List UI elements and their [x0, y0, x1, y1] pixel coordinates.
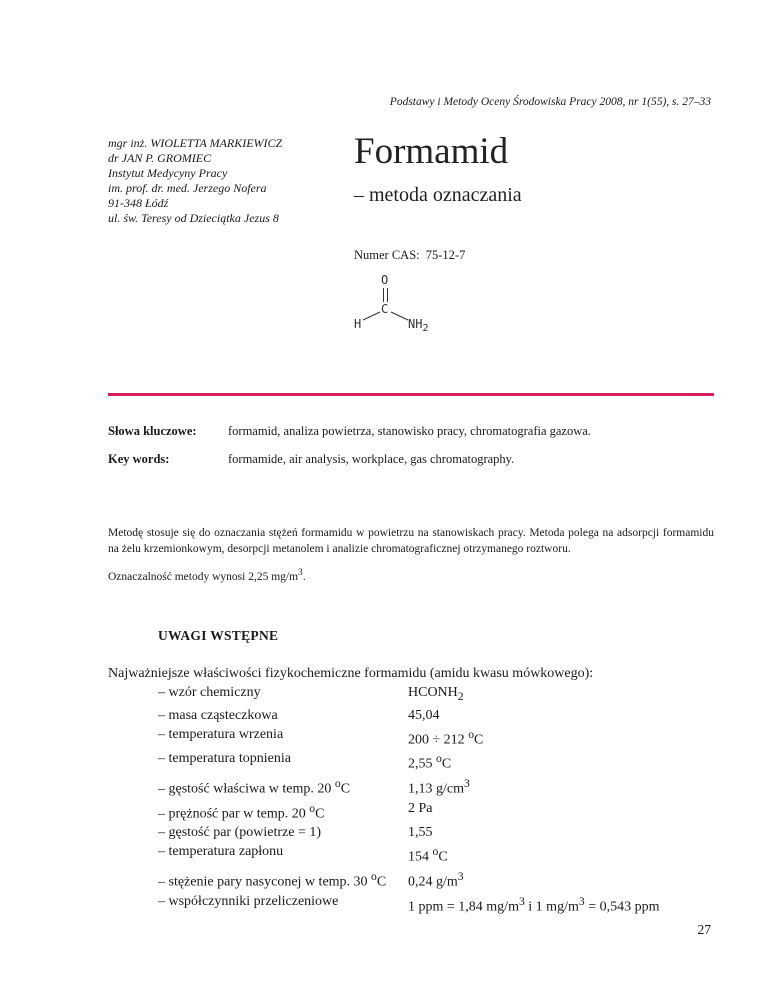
- property-row: [158, 683, 714, 706]
- property-value: [408, 892, 714, 917]
- formula-base: HCONH: [408, 685, 458, 700]
- keywords-row-pl: [108, 424, 591, 439]
- abstract: [108, 525, 714, 585]
- atom-carbon: C: [381, 302, 389, 316]
- detection-end: .: [302, 570, 306, 583]
- bond-c-h: [363, 312, 380, 320]
- abstract-paragraph: Metodę stosuje się do oznaczania stężeń formamidu w powietrzu na stanowiskach pracy. Metoda polega na adsorpcji formamidu na żelu krzemionkowym, desorpcji metanolem i analizie chromatograficznej otrzymanego roztworu.: [108, 527, 714, 555]
- section-divider: [108, 393, 714, 396]
- keywords-block: [108, 424, 591, 480]
- page-number: 27: [697, 922, 711, 937]
- value-text: 1,13 g/cm: [408, 781, 464, 797]
- atom-hydrogen: H: [354, 317, 362, 331]
- property-name: – masa cząsteczkowa: [158, 707, 278, 723]
- keywords-row-en: [108, 452, 591, 467]
- property-row: [158, 725, 714, 750]
- unit-text: C: [441, 757, 452, 773]
- property-row: [158, 823, 714, 842]
- property-name: – gęstość par (powietrze = 1): [158, 825, 322, 841]
- keywords-text-en: formamide, air analysis, workplace, gas chromatography.: [228, 452, 515, 466]
- name-unit: C: [315, 806, 325, 822]
- name-text: – gęstość właściwa w temp. 20: [158, 781, 335, 797]
- property-row: [158, 774, 714, 799]
- property-value: [408, 842, 714, 867]
- property-value: [408, 749, 714, 774]
- property-value: [408, 867, 714, 892]
- name-unit: C: [340, 781, 351, 797]
- value-text: 200 ÷ 212: [408, 732, 469, 748]
- author-line: mgr inż. WIOLETTA MARKIEWICZ: [108, 136, 283, 150]
- property-name: – temperatura zapłonu: [158, 844, 284, 860]
- author-line: dr JAN P. GROMIEC: [108, 151, 212, 165]
- property-row: [158, 892, 714, 917]
- cas-label: Numer CAS:: [354, 248, 420, 262]
- property-name: – temperatura wrzenia: [158, 726, 284, 742]
- exponent-sup: 3: [518, 894, 525, 908]
- detection-sup: 3: [298, 567, 303, 578]
- cas-number: [354, 248, 465, 263]
- conv-text: = 0,543 ppm: [584, 899, 660, 915]
- exponent-sup: 3: [464, 777, 470, 791]
- property-value: 45,04: [408, 707, 440, 723]
- section-heading: UWAGI WSTĘPNE: [158, 628, 279, 643]
- property-row: [158, 749, 714, 774]
- address-line: 91-348 Łódź: [108, 196, 169, 210]
- keywords-label-en: Key words:: [108, 452, 170, 466]
- degree-sup: o: [468, 727, 475, 741]
- property-row: [158, 867, 714, 892]
- unit-text: C: [474, 732, 484, 748]
- amine-symbol: NH: [408, 317, 423, 331]
- detection-text: Oznaczalność metody wynosi 2,25 mg/m: [108, 570, 299, 583]
- property-value: [408, 774, 714, 799]
- keywords-label-pl: Słowa kluczowe:: [108, 424, 197, 438]
- name-unit: C: [376, 874, 387, 890]
- property-value: 1,55: [408, 825, 433, 841]
- property-value: [408, 725, 714, 750]
- author-block: [108, 136, 338, 226]
- property-row: [158, 706, 714, 725]
- property-name: [158, 774, 408, 799]
- properties-list: [158, 683, 714, 916]
- degree-sup: o: [436, 752, 442, 766]
- degree-sup: o: [334, 777, 341, 791]
- value-text: 154: [408, 850, 433, 866]
- properties-intro: Najważniejsze właściwości fizykochemiczne formamidu (amidu kwasu mówkowego):: [108, 666, 594, 681]
- property-value: [408, 683, 714, 706]
- article-title: Formamid: [354, 131, 509, 172]
- unit-text: C: [438, 850, 448, 866]
- property-row: [158, 842, 714, 867]
- name-text: – stężenie pary nasyconej w temp. 30: [158, 874, 372, 890]
- value-text: 0,24 g/m: [408, 874, 458, 890]
- value-text: 2,55: [408, 757, 436, 773]
- property-name: – współczynniki przeliczeniowe: [158, 893, 339, 909]
- address-line: ul. św. Teresy od Dzieciątka Jezus 8: [108, 211, 279, 225]
- formula-sub: 2: [457, 689, 464, 703]
- bond-c-n: [391, 312, 408, 320]
- exponent-sup: 3: [457, 870, 464, 884]
- structural-formula-diagram: [346, 272, 446, 336]
- keywords-text-pl: formamid, analiza powietrza, stanowisko pracy, chromatografia gazowa.: [228, 424, 591, 438]
- name-text: – prężność par w temp. 20: [158, 806, 310, 822]
- property-name: – temperatura topnienia: [158, 751, 291, 767]
- property-name: [158, 867, 408, 892]
- atom-oxygen: O: [381, 273, 389, 287]
- cas-value: 75-12-7: [425, 248, 466, 262]
- property-row: [158, 799, 714, 824]
- conv-text: 1 ppm = 1,84 mg/m: [408, 899, 519, 915]
- degree-sup: o: [432, 845, 439, 859]
- property-value: 2 Pa: [408, 800, 433, 816]
- amine-subscript: 2: [422, 323, 429, 334]
- affiliation-line: im. prof. dr. med. Jerzego Nofera: [108, 181, 267, 195]
- property-name: – wzór chemiczny: [158, 685, 261, 700]
- article-subtitle: – metoda oznaczania: [354, 184, 522, 206]
- affiliation-line: Instytut Medycyny Pracy: [108, 166, 228, 180]
- group-amine: [408, 317, 428, 334]
- property-name: [158, 799, 408, 824]
- exponent-sup: 3: [578, 894, 585, 908]
- journal-reference: Podstawy i Metody Oceny Środowiska Pracy 2008, nr 1(55), s. 27–33: [389, 96, 711, 108]
- conv-text: i 1 mg/m: [524, 899, 579, 915]
- degree-sup: o: [309, 801, 316, 815]
- degree-sup: o: [371, 870, 377, 884]
- detection-limit: [108, 565, 714, 585]
